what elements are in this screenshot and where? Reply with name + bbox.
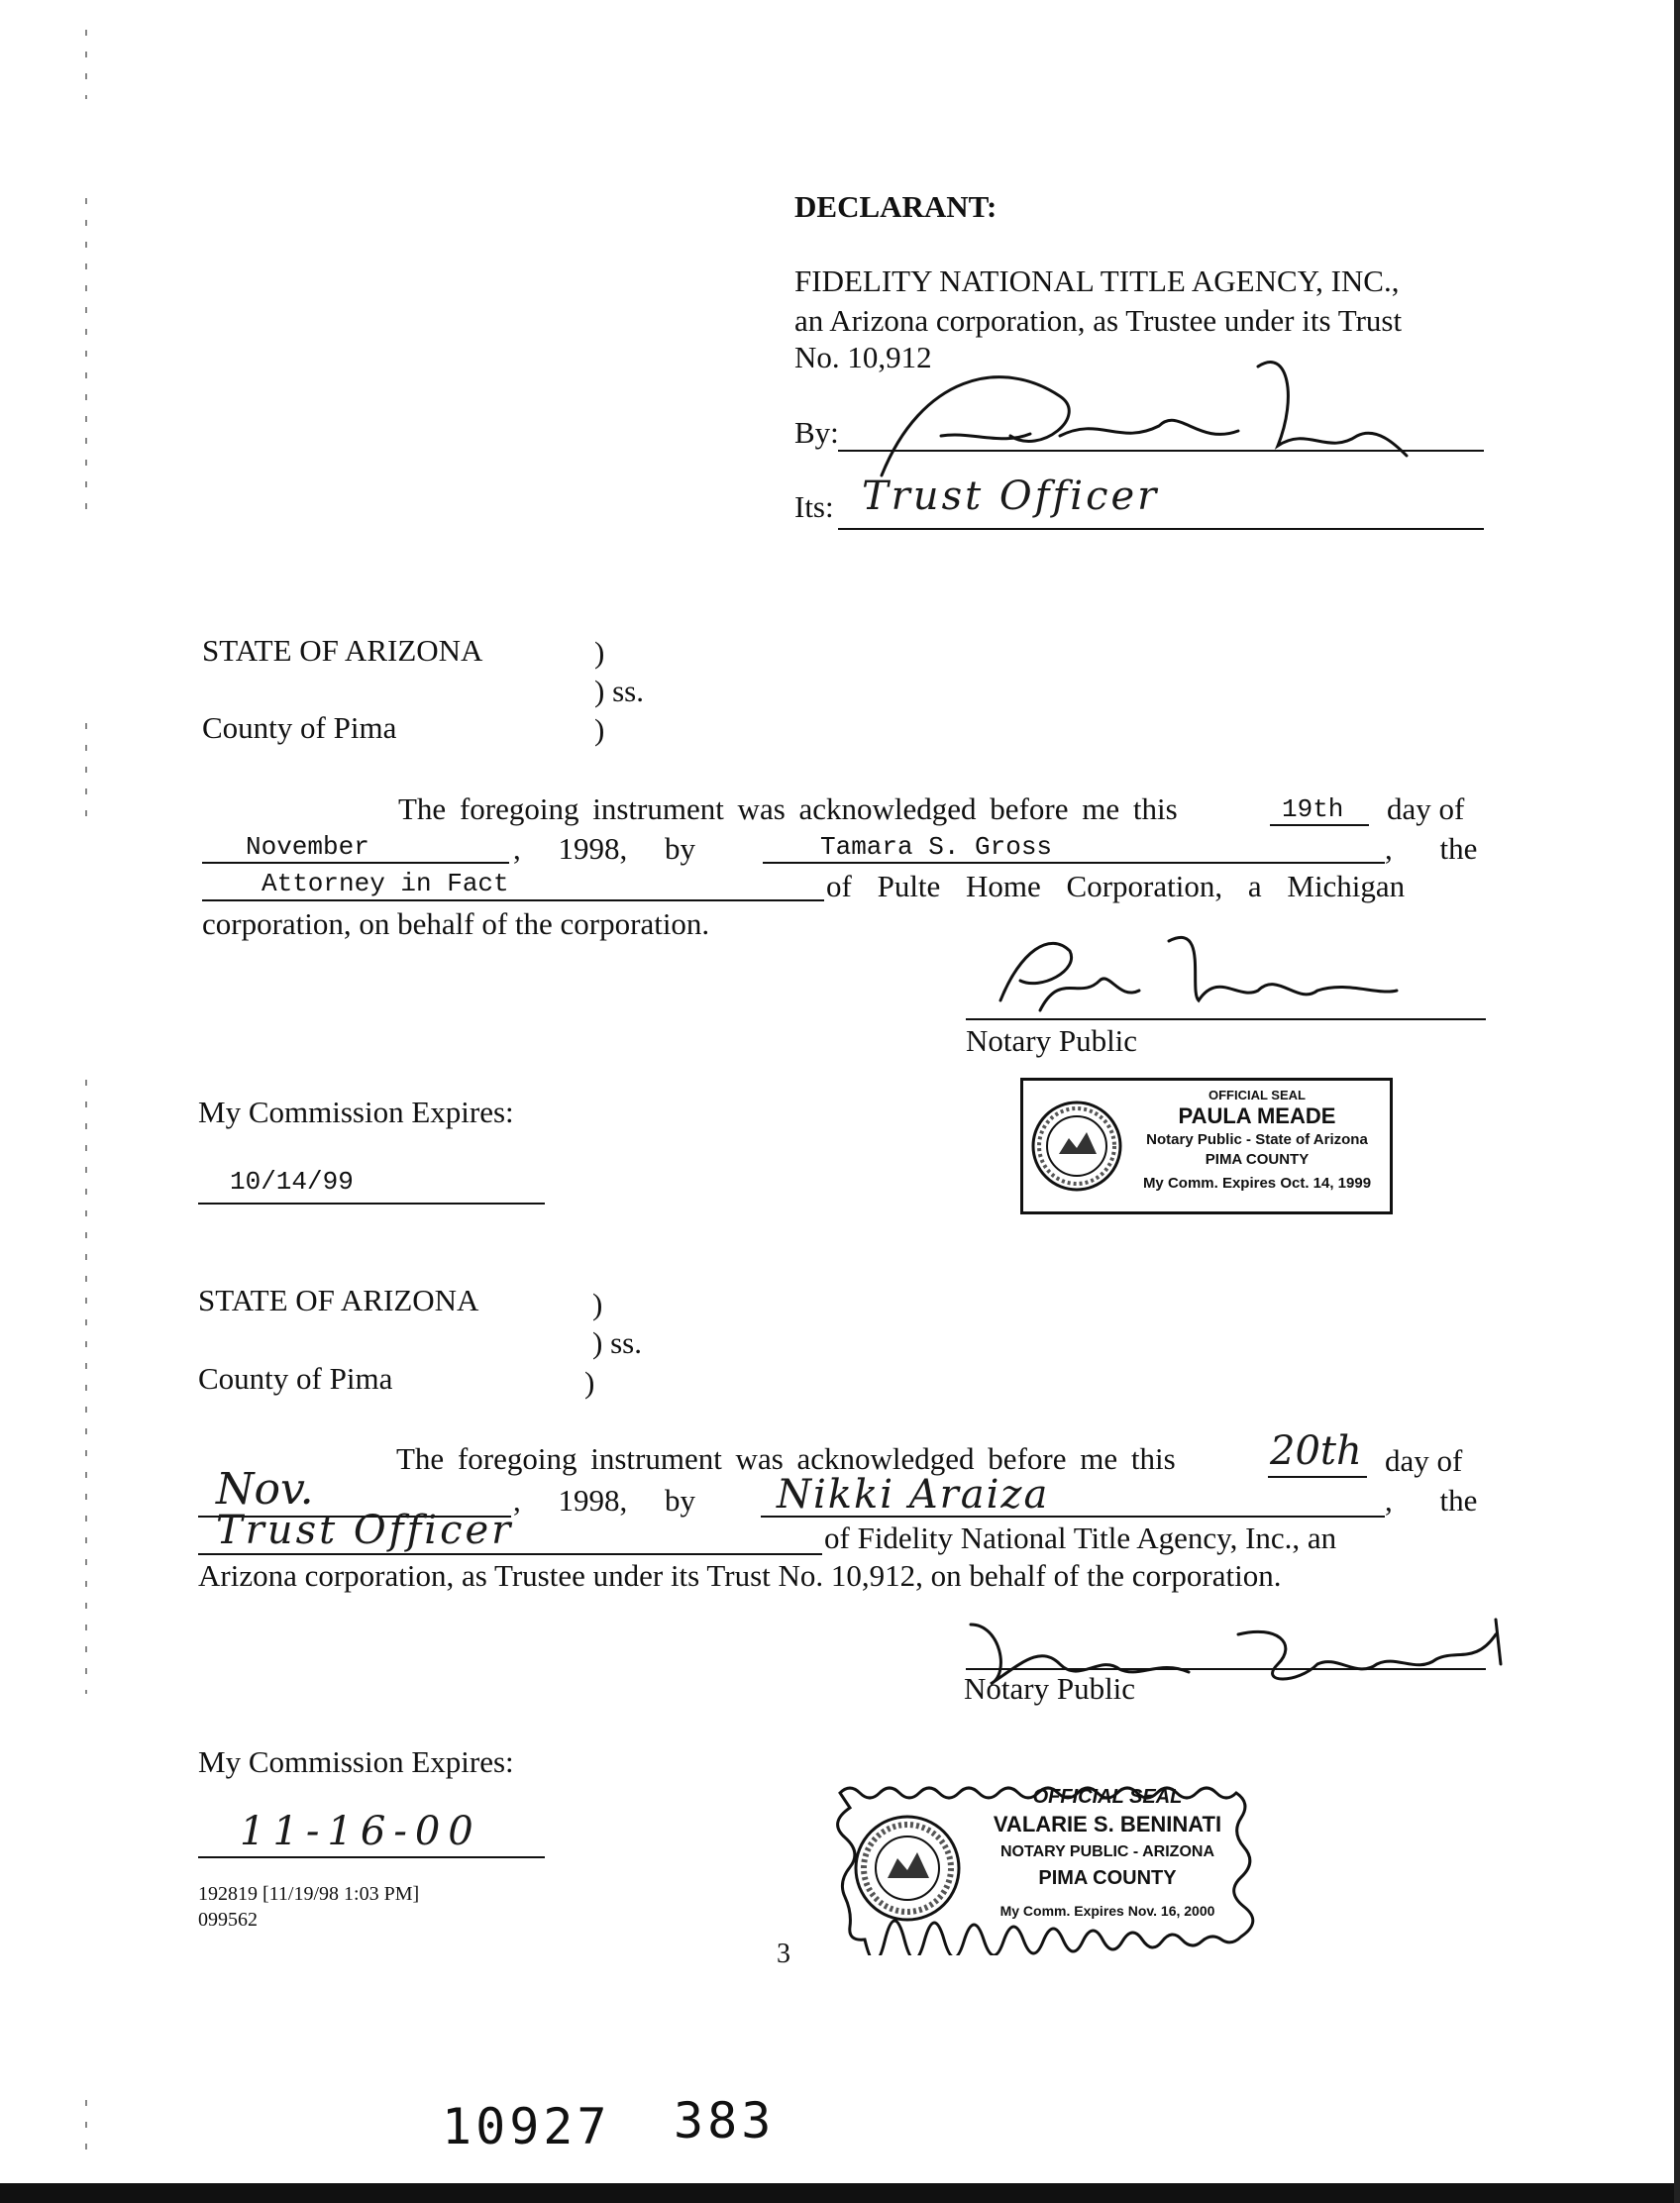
ack1-day: 19th: [1282, 794, 1344, 824]
scan-bottom-edge: [0, 2183, 1680, 2203]
ack1-text-b: day of: [1387, 791, 1465, 826]
ack2-last-line: Arizona corporation, as Trustee under its Trust No. 10,912, on behalf of the corporation.: [198, 1558, 1282, 1593]
ack2-title: Trust Officer: [216, 1508, 514, 1553]
state-seal-emblem-2: [852, 1813, 963, 1924]
paren-2c: ): [584, 1365, 595, 1400]
seal1-line4: PIMA COUNTY: [1205, 1151, 1310, 1168]
ack2-month: Nov.: [216, 1464, 314, 1515]
recording-stamp-a: 10927: [442, 2098, 611, 2155]
ack1-month: November: [246, 832, 369, 862]
declarant-company: FIDELITY NATIONAL TITLE AGENCY, INC.,: [794, 263, 1400, 298]
commission-label-1: My Commission Expires:: [198, 1095, 514, 1129]
scan-edge-mark: [85, 198, 87, 515]
its-line: [838, 528, 1484, 530]
seal2-line5: My Comm. Expires Nov. 16, 2000: [999, 1903, 1215, 1919]
ack1-title: Attorney in Fact: [262, 869, 509, 898]
paren-ss-1: ) ss.: [594, 674, 644, 708]
state-seal-emblem-1: [1029, 1099, 1124, 1194]
seal1-line3: Notary Public - State of Arizona: [1146, 1131, 1368, 1148]
ack1-day-line: [1270, 824, 1369, 826]
commission-date-2: 11-16-00: [240, 1809, 481, 1854]
ack1-the: , the: [1385, 831, 1478, 866]
seal1-line2: PAULA MEADE: [1178, 1103, 1336, 1128]
its-value-handwritten: Trust Officer: [862, 473, 1160, 519]
commission-line-1: [198, 1203, 545, 1205]
ack2-title-line: [198, 1553, 822, 1555]
ack1-last-line: corporation, on behalf of the corporation.: [202, 906, 710, 941]
ack1-person-line: [763, 862, 1385, 864]
commission-line-2: [198, 1856, 545, 1858]
seal2-line1: OFFICIAL SEAL: [1032, 1786, 1183, 1808]
doc-number: 099562: [198, 1909, 258, 1931]
ack1-text-a: The foregoing instrument was acknowledged before me this: [398, 791, 1178, 826]
ack2-day-line: [1268, 1476, 1367, 1478]
scan-edge-mark: [85, 723, 87, 832]
ack2-the: , the: [1385, 1483, 1478, 1518]
notary-line-1: [966, 1018, 1486, 1020]
its-label: Its:: [794, 489, 834, 524]
paren-1a: ): [594, 635, 605, 670]
commission-label-2: My Commission Expires:: [198, 1744, 514, 1779]
recording-stamp-b: 383: [674, 2092, 776, 2150]
by-label: By:: [794, 415, 839, 450]
page-number: 3: [777, 1939, 790, 1969]
ack1-person: Tamara S. Gross: [820, 832, 1053, 862]
ack1-of-text: of Pulte Home Corporation, a Michigan: [826, 869, 1406, 903]
ack1-year: , 1998, by: [513, 831, 695, 866]
seal1-line5: My Comm. Expires Oct. 14, 1999: [1142, 1175, 1372, 1192]
paren-ss-2: ) ss.: [592, 1325, 642, 1360]
notary-public-label-1: Notary Public: [966, 1023, 1138, 1058]
ack1-month-line: [202, 862, 509, 864]
declarant-signature: [862, 337, 1417, 495]
seal1-line1: OFFICIAL SEAL: [1208, 1088, 1306, 1102]
ack2-person: Nikki Araiza: [777, 1472, 1050, 1518]
ack2-of-text: of Fidelity National Title Agency, Inc., an: [824, 1521, 1337, 1555]
scan-right-edge: [1674, 0, 1680, 2203]
ack2-day: 20th: [1270, 1428, 1362, 1474]
declarant-line3: No. 10,912: [794, 340, 932, 374]
ack2-text-b: day of: [1385, 1443, 1463, 1478]
paren-1c: ): [594, 712, 605, 747]
declarant-heading: DECLARANT:: [794, 189, 998, 224]
seal2-line4: PIMA COUNTY: [1038, 1867, 1177, 1889]
notary-signature-1: [981, 911, 1417, 1030]
paren-2a: ): [592, 1287, 603, 1321]
county-2: County of Pima: [198, 1361, 393, 1396]
county-1: County of Pima: [202, 710, 397, 745]
ack2-text-a: The foregoing instrument was acknowledged before me this: [396, 1441, 1176, 1476]
seal2-line2: VALARIE S. BENINATI: [993, 1812, 1222, 1836]
scan-edge-mark: [85, 2100, 87, 2159]
scan-edge-mark: [85, 30, 87, 99]
declarant-line2: an Arizona corporation, as Trustee under its Trust: [794, 303, 1403, 338]
commission-date-1: 10/14/99: [230, 1167, 354, 1197]
notary-seal-1: [1020, 1078, 1393, 1214]
doc-id: 192819 [11/19/98 1:03 PM]: [198, 1883, 420, 1905]
state-heading-2: STATE OF ARIZONA: [198, 1283, 479, 1317]
seal2-line3: NOTARY PUBLIC - ARIZONA: [1000, 1843, 1214, 1860]
scan-edge-mark: [85, 1080, 87, 1694]
ack2-year: , 1998, by: [513, 1483, 695, 1518]
notary-public-label-2: Notary Public: [964, 1671, 1136, 1706]
notary-seal-2: [830, 1773, 1258, 1955]
ack1-title-line: [202, 899, 824, 901]
state-heading-1: STATE OF ARIZONA: [202, 633, 483, 668]
